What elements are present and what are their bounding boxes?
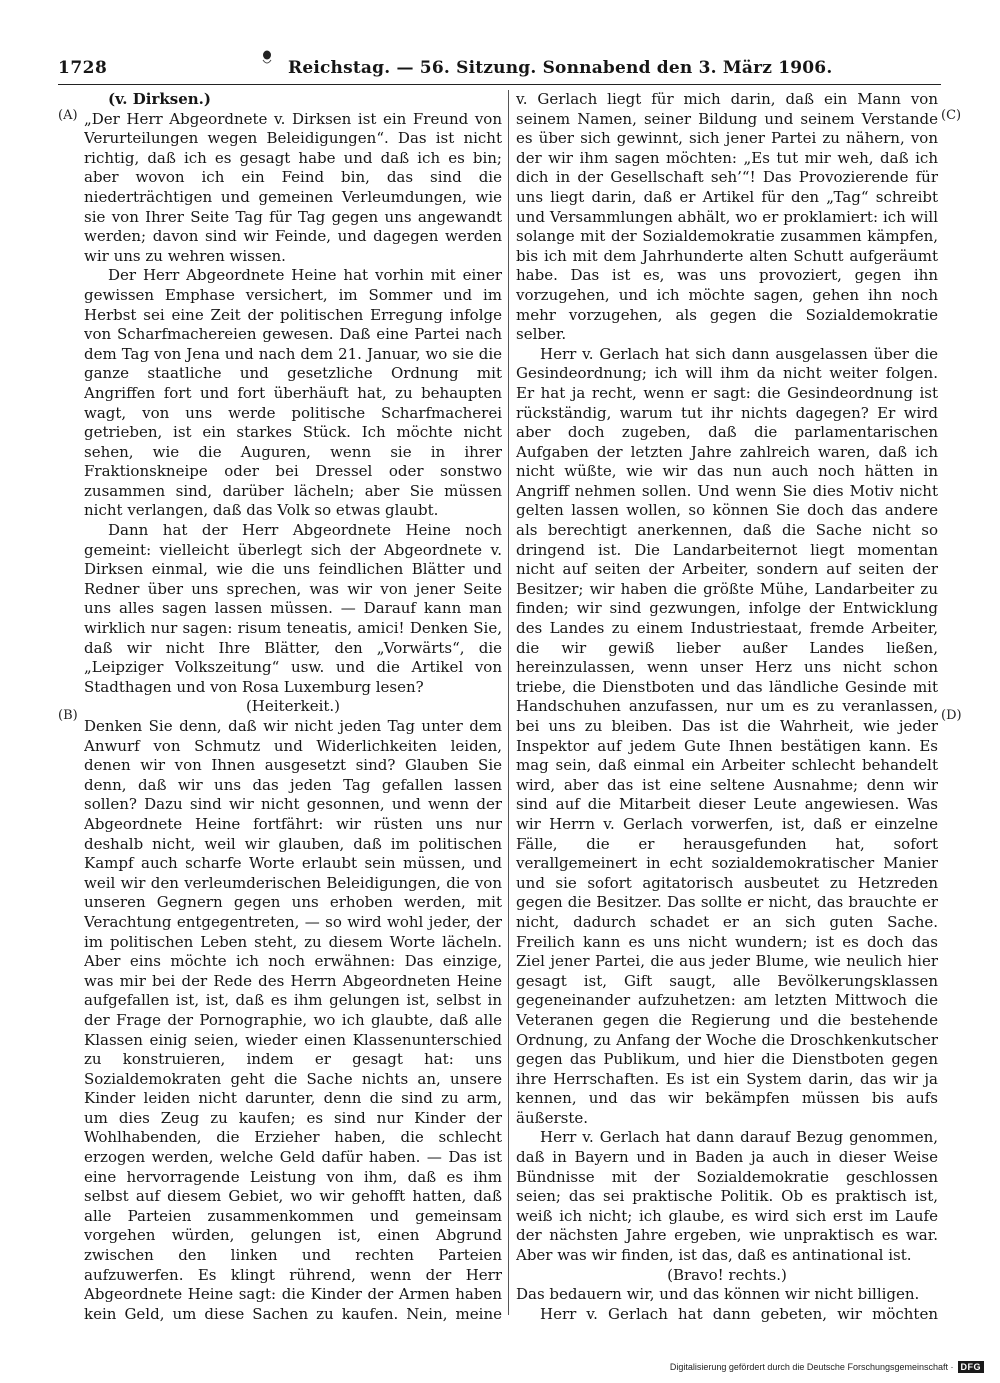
- margin-mark-c: (C): [941, 108, 962, 123]
- left-column: [84, 90, 502, 1322]
- speaker-label: (v. Dirksen.): [108, 90, 211, 108]
- paragraph: Denken Sie denn, daß wir nicht jeden Tag unter dem Anwurf von Schmutz und Widerlichkeiten leiden, denen wir von Ihnen ausgesetzt sind? Glauben Sie denn, daß wir uns das jeden Tag gefallen lassen sollen? Dazu sind wir nicht gesonnen, und wenn der Abgeordnete Heine fortfährt: wir rüsten uns nur deshalb nicht, weil wir glauben, daß im politischen Kampf auch scharfe Worte erlaubt sein müssen, und weil wir den verleumderischen Beleidigungen, die von unseren Gegnern gegen uns erhoben werden, mit Verachtung entgegentreten, — so wird wohl jeder, der im politischen Leben steht, zu diesem Worte lächeln. Aber eins möchte ich noch erwähnen: Das einzige, was mir bei der Rede des Herrn Abgeordneten Heine aufgefallen ist, ist, daß es ihm gelungen ist, selbst in der Frage der Pornographie, wo ich glaubte, daß alle Klassen einig seien, wieder einen Klassenunterschied zu konstruieren, indem er gesagt hat: uns Sozialdemokraten geht die Sache nichts an, unsere Kinder leiden nicht darunter, denn die sind zu arm, um dies Zeug zu kaufen; es sind nur Kinder der Wohlhabenden, die Erzieher haben, die schlecht erzogen werden, welche Geld dafür haben. — Das ist eine hervorragende Leistung von ihm, daß es ihm selbst auf diesem Gebiet, wo wir gehofft hatten, daß alle Parteien zusammenkommen und gemeinsam vorgehen würden, gelungen ist, einen Abgrund zwischen den linken und rechten Parteien aufzuwerfen. Es klingt rührend, wenn der Herr Abgeordnete Heine sagt: die Kinder der Armen haben kein Geld, um diese Sachen zu kaufen. Nein, meine: [84, 717, 502, 1322]
- right-column: [516, 90, 938, 1322]
- header-rule: [58, 84, 941, 85]
- column-divider: [508, 90, 509, 1315]
- paragraph: Herr v. Gerlach hat dann gebeten, wir möchten: [540, 1304, 938, 1322]
- dfg-logo: DFG: [958, 1361, 985, 1373]
- paragraph: „Der Herr Abgeordnete v. Dirksen ist ein Freund von Verurteilungen wegen Beleidigungen“. Das ist nicht richtig, daß ich es gesagt habe und daß ich es bin; aber wovon ich ein Feind bin, das sind die niederträchtigen und gemeinen Verleumdungen, wie sie von Ihrer Seite Tag für Tag gegen uns angewandt werden; davon sind wir Feinde, und dagegen werden wir uns zu wehren wissen.: [84, 109, 502, 265]
- paragraph: Dann hat der Herr Abgeordnete Heine noch gemeint: vielleicht überlegt sich der Abgeordnete v. Dirksen einmal, wie die uns feindlichen Blätter und Redner über uns sprechen, was wir von jener Seite uns alles sagen lassen müssen. — Darauf kann man wirklich nur sagen: risum teneatis, amici! Denken Sie, daß wir nicht Ihre Blätter, den „Vorwärts“, die „Leipziger Volkszeitung“ usw. und die Artikel von Stadthagen und von Rosa Luxemburg lesen?: [84, 521, 502, 696]
- page-header: [58, 50, 941, 84]
- printer-ornament-icon: [260, 50, 274, 66]
- paragraph: v. Gerlach liegt für mich darin, daß ein Mann von seinem Namen, seiner Bildung und seinem Verstande es über sich gewinnt, sich jener Partei zu nähern, von der wir ihm sagen möchten: „Es tut mir weh, daß ich dich in der Gesellschaft seh’“! Das Provozierende für uns liegt darin, daß er Artikel für den „Tag“ schreibt und Versammlungen abhält, wo er proklamiert: ich will solange mit der Sozialdemokratie zusammen kämpfen, bis ich mit dem Jahrhunderte alten Schutt aufgeräumt habe. Das ist es, was uns provoziert, gegen ihn vorzugehen, und ich möchte sagen, gehen ihn noch mehr vorzugehen, als gegen die Sozialdemokratie selber.: [516, 90, 938, 344]
- running-head: Reichstag. — 56. Sitzung. Sonnabend den 3. März 1906.: [288, 58, 833, 78]
- paragraph: Herr v. Gerlach hat sich dann ausgelassen über die Gesindeordnung; ich will ihm da nicht weiter folgen. Er hat ja recht, wenn er sagt: die Gesindeordnung ist rückständig, warum tut ihr nichts dagegen? Er wird aber doch zugeben, daß die parlamentarischen Aufgaben der letzten Jahre zahlreich waren, daß ich nicht wüßte, wie wir das nun auch noch hätten in Angriff nehmen sollen. Und wenn Sie dies Motiv nicht gelten lassen wollen, so können Sie doch das andere als berechtigt anerkennen, daß die Sache nicht so dringend ist. Die Landarbeiternot liegt momentan nicht auf seiten der Arbeiter, sondern auf seiten der Besitzer; wir haben die größte Mühe, Landarbeiter zu finden; wir sind gezwungen, infolge der Entwicklung des Landes zu einem Industriestaat, fremde Arbeiter, die wir gewiß lieber außer Landes ließen, hereinzulassen, wenn unser Herz uns nicht schon triebe, die Dienstboten und das ländliche Gesinde mit Handschuhen anzufassen, nur um es zu veranlassen, bei uns zu bleiben. Das ist die Wahrheit, wie jeder Inspektor auf jedem Gute Ihnen bestätigen kann. Es mag sein, daß einmal ein Arbeiter schlecht behandelt wird, aber das ist eine seltene Ausnahme; denn wir sind auf die Mitarbeit dieser Leute angewiesen. Was wir Herrn v. Gerlach vorwerfen, ist, daß er einzelne Fälle, die er herausgefunden hat, sofort verallgemeinert in echt sozialdemokratischer Manier und sie sofort agitatorisch ausbeutet zu Hetzreden gegen die Besitzer. Das sollte er nicht, das brauchte er nicht, dadurch schadet er an sich guten Sache. Freilich kann es uns nicht wundern; ist es doch das Ziel jener Partei, die aus jeder Blume, wie neulich hier gesagt ist, Gift saugt, alle Bevölkerungsklassen gegeneinander aufzuhetzen: am letzten Mittwoch die Veteranen gegen die Regierung und die bestehende Ordnung, zu Anfang der Woche die Droschkenkutscher gegen das Publikum, und hier die Dienstboten gegen ihre Herrschaften. Es ist ein System darin, das wir ja kennen, und das wir bekämpfen müssen bis aufs äußerste.: [516, 344, 938, 1127]
- paragraph: Das bedauern wir, und das können wir nicht billigen.: [516, 1285, 920, 1304]
- interjection: (Heiterkeit.): [245, 697, 341, 716]
- footer-credit: [670, 1361, 984, 1373]
- footer-text: Digitalisierung gefördert durch die Deutsche Forschungsgemeinschaft ·: [669, 1362, 954, 1372]
- paragraph: Der Herr Abgeordnete Heine hat vorhin mit einer gewissen Emphase versichert, im Sommer und im Herbst sei eine Zeit der politischen Erregung infolge von Scharfmachereien gewesen. Daß eine Partei nach dem Tag von Jena und nach dem 21. Januar, wo sie die ganze staatliche und gesetzliche Ordnung mit Angriffen fort und fort überhäuft hat, zu behaupten wagt, von uns werde politische Scharfmacherei getrieben, ist ein starkes Stück. Ich möchte nicht sehen, wie die Auguren, wenn sie in ihrer Fraktionskneipe oder bei Dressel oder sonstwo zusammen sind, darüber lächeln; aber Sie müssen nicht verlangen, daß das Volk so etwas glaubt.: [84, 266, 502, 520]
- margin-mark-b: (B): [58, 708, 78, 723]
- margin-mark-d: (D): [941, 708, 962, 723]
- paragraph: Herr v. Gerlach hat dann darauf Bezug genommen, daß in Bayern und in Baden ja auch in dieser Weise Bündnisse mit der Sozialdemokratie geschlossen seien; das sei praktische Politik. Ob es praktisch ist, weiß ich nicht; ich glaube, es wird sich erst im Laufe der nächsten Jahre ergeben, wie unpraktisch es war. Aber was wir finden, ist das, daß es antinational ist.: [516, 1128, 938, 1265]
- margin-mark-a: (A): [58, 108, 78, 123]
- page-number: 1728: [58, 58, 108, 78]
- interjection: (Bravo! rechts.): [667, 1265, 787, 1284]
